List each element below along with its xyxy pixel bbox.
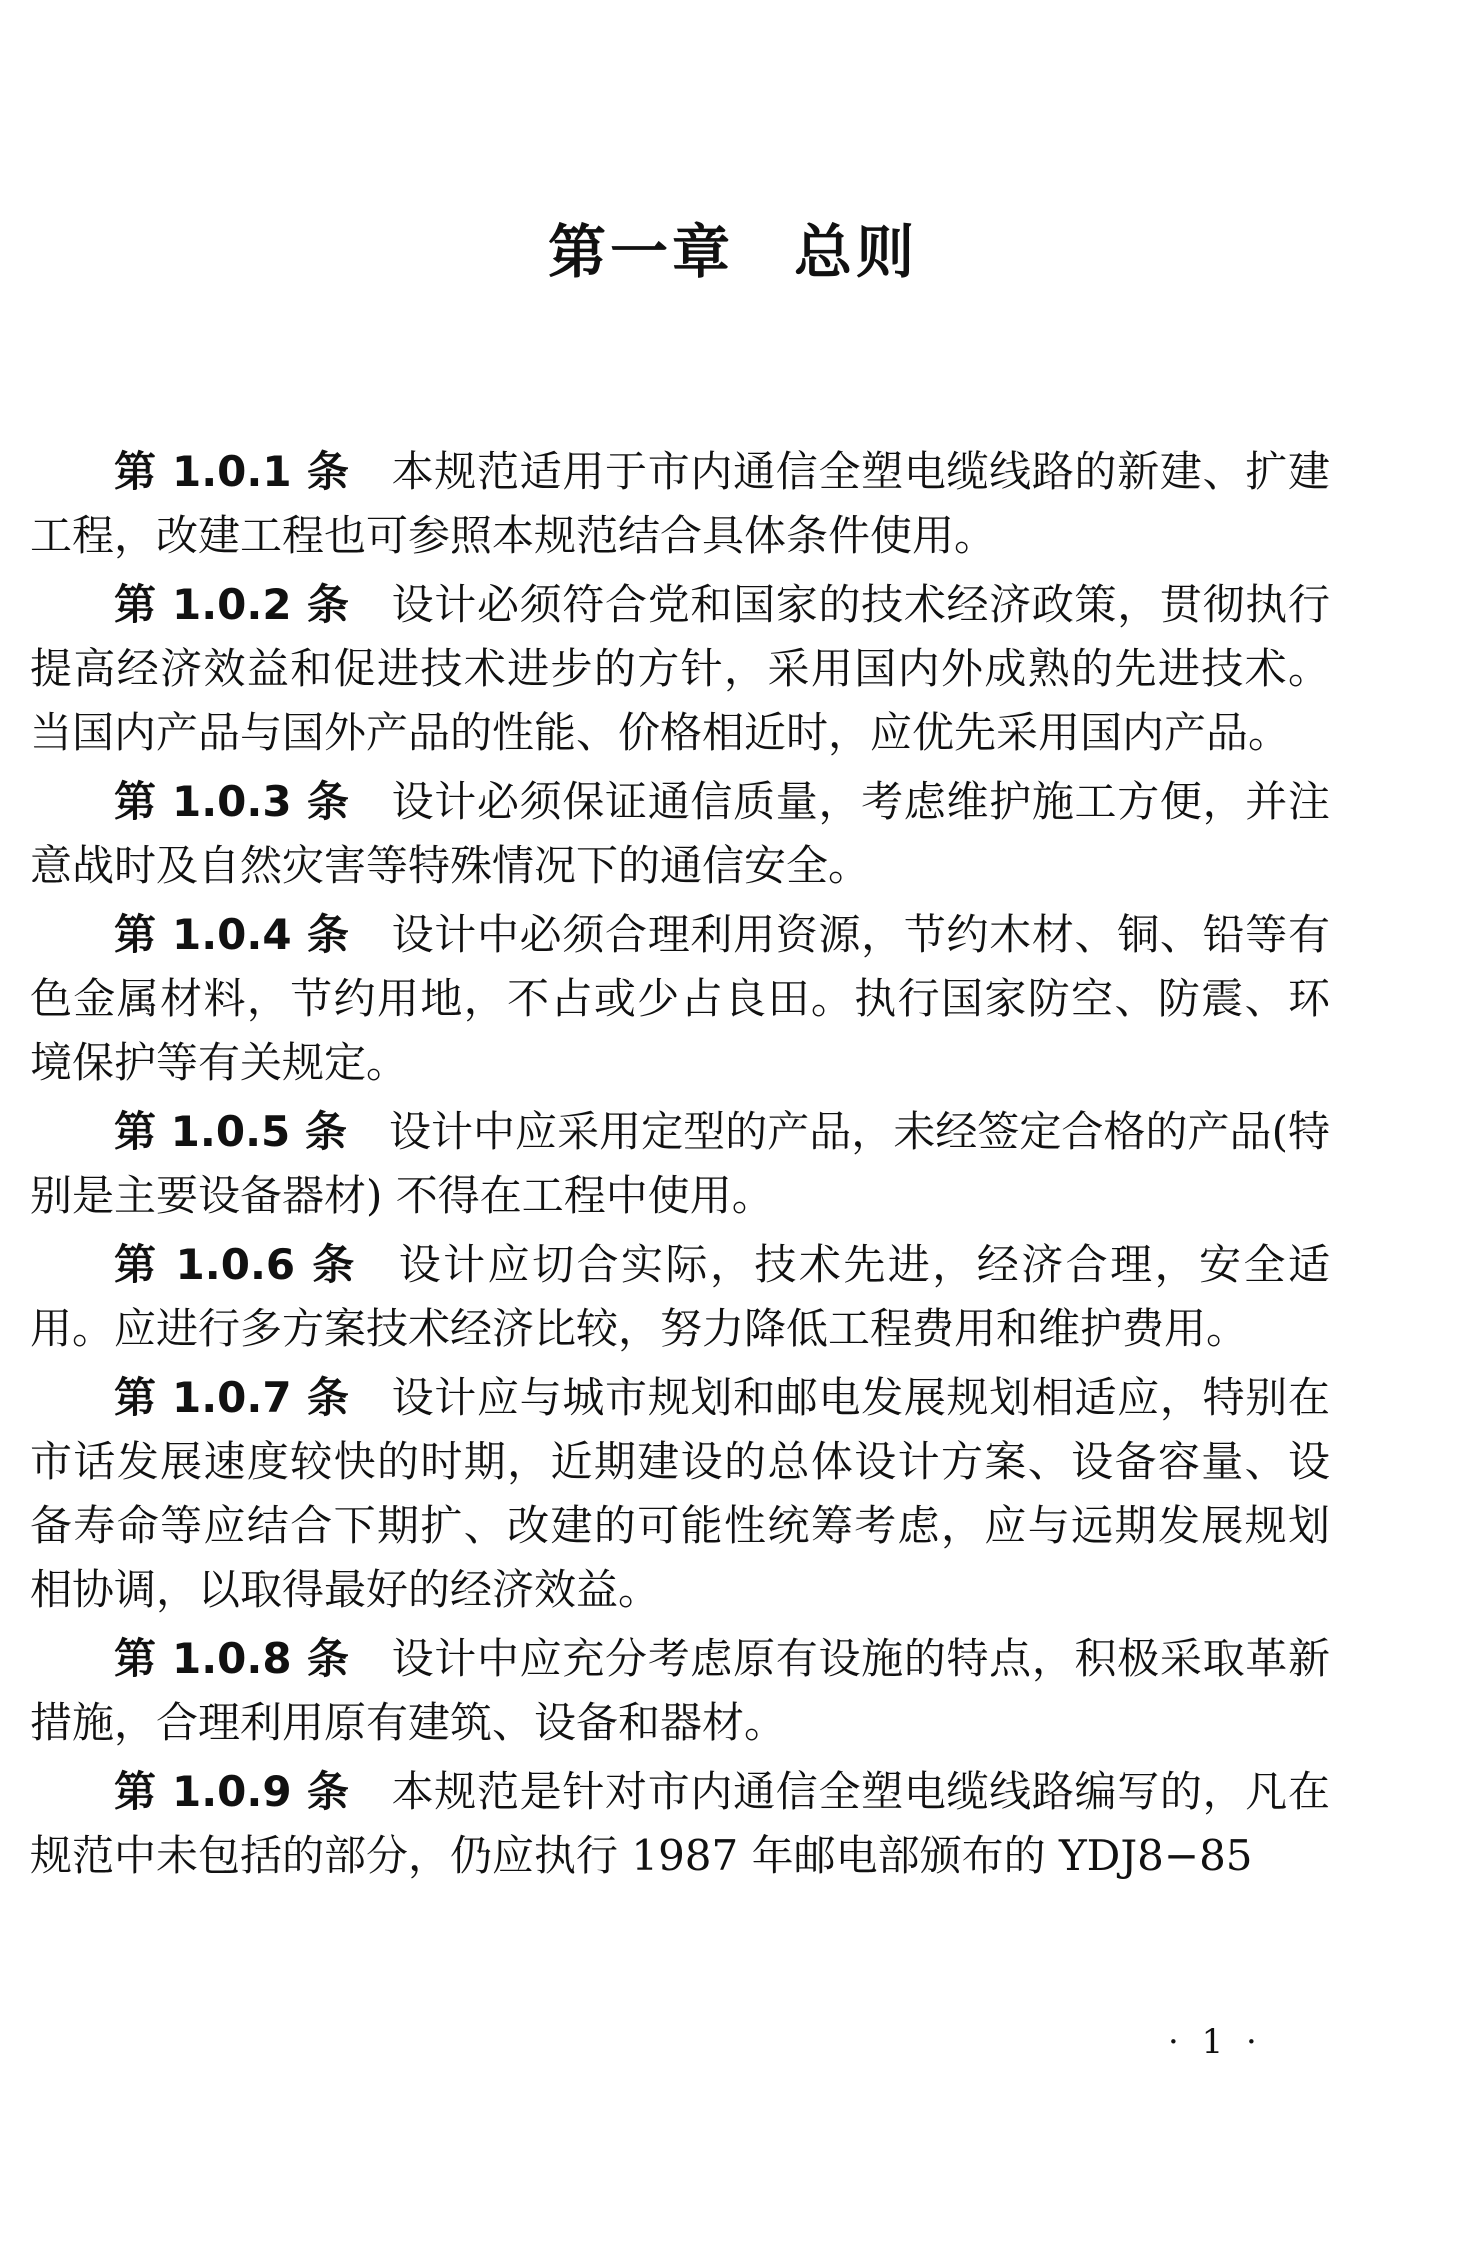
chapter-name: 总则: [794, 218, 919, 286]
article-text: 本规范适用于市内通信全塑电缆线路的新建、扩建工程，改建工程也可参照本规范结合具体条件使用。: [30, 447, 1330, 560]
article: [30, 573, 1330, 765]
article: [30, 903, 1330, 1095]
article: [30, 1233, 1330, 1361]
article-number: 第 1.0.9 条: [114, 1767, 350, 1816]
article-number: 第 1.0.3 条: [114, 777, 350, 826]
article: [30, 1366, 1330, 1622]
article-number: 第 1.0.6 条: [114, 1240, 357, 1289]
article-number: 第 1.0.7 条: [114, 1373, 350, 1422]
article-text: 设计必须符合党和国家的技术经济政策，贯彻执行提高经济效益和促进技术进步的方针，采用国内外成熟的先进技术。当国内产品与国外产品的性能、价格相近时，应优先采用国内产品。: [30, 580, 1330, 757]
article-number: 第 1.0.5 条: [114, 1107, 347, 1156]
chapter-title: [0, 205, 1466, 289]
article-number: 第 1.0.2 条: [114, 580, 350, 629]
article-number: 第 1.0.1 条: [114, 447, 350, 496]
article: [30, 1100, 1330, 1228]
article-text: 设计应切合实际，技术先进，经济合理，安全适用。应进行多方案技术经济比较，努力降低工程费用和维护费用。: [30, 1240, 1330, 1353]
chapter-number: 第一章: [547, 218, 734, 286]
article: [30, 770, 1330, 898]
article-text: 设计必须保证通信质量，考虑维护施工方便，并注意战时及自然灾害等特殊情况下的通信安全。: [30, 777, 1330, 890]
page-number: · 1 ·: [1168, 2022, 1263, 2062]
article: [30, 1760, 1330, 1888]
article-list: [30, 440, 1330, 1893]
article-text: 本规范是针对市内通信全塑电缆线路编写的，凡在规范中未包括的部分，仍应执行 1987 年邮电部颁布的 YDJ8−85: [30, 1767, 1330, 1880]
article-number: 第 1.0.4 条: [114, 910, 350, 959]
article-number: 第 1.0.8 条: [114, 1634, 350, 1683]
article-text: 设计应与城市规划和邮电发展规划相适应，特别在市话发展速度较快的时期，近期建设的总体设计方案、设备容量、设备寿命等应结合下期扩、改建的可能性统筹考虑，应与远期发展规划相协调，以取得最好的经济效益。: [30, 1373, 1330, 1614]
article: [30, 1627, 1330, 1755]
article-text: 设计中必须合理利用资源，节约木材、铜、铅等有色金属材料，节约用地，不占或少占良田。执行国家防空、防震、环境保护等有关规定。: [30, 910, 1330, 1087]
article: [30, 440, 1330, 568]
article-text: 设计中应采用定型的产品，未经签定合格的产品(特别是主要设备器材) 不得在工程中使用。: [30, 1107, 1331, 1220]
article-text: 设计中应充分考虑原有设施的特点，积极采取革新措施，合理利用原有建筑、设备和器材。: [30, 1634, 1330, 1747]
